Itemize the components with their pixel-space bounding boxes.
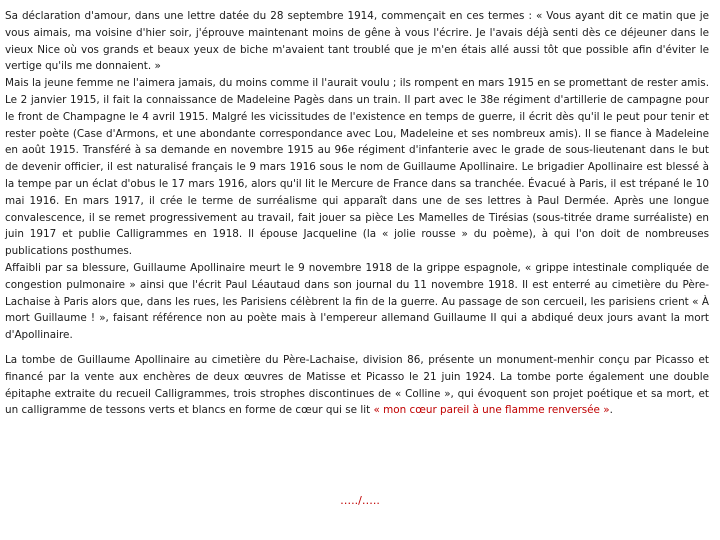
paragraph-death: Affaibli par sa blessure, Guillaume Apollinaire meurt le 9 novembre 1918 de la grippe espagnole, « grippe intestinale compliquée de congestion pulmonaire » ainsi que l'écrit Paul Léautaud dans son journal du 11 novembre 1918. Il est enterré au cimetière du Père-Lachaise à Paris alors que, dans les rues, les Parisiens célèbrent la fin de la guerre. Au passage de son cercueil, les parisiens crient « À mort Guillaume ! », faisant référence non au poète mais à l'empereur allemand Guillaume II qui a abdiqué deux jours avant la mort d'Apollinaire. bbox=[5, 261, 709, 342]
paragraph-tomb bbox=[5, 352, 709, 419]
document-body bbox=[5, 8, 709, 419]
tomb-text-end: . bbox=[609, 404, 613, 417]
tomb-text: La tombe de Guillaume Apollinaire au cimetière du Père-Lachaise, division 86, présente un monument-menhir conçu par Picasso et financé par la vente aux enchères de deux œuvres de Matisse et Picasso le 21 juin 1924. La tombe porte également une double épitaphe extraite du recueil Calligrammes, trois strophes discontinues de « Colline », qui évoquent son projet poétique et sa mort, et un calligramme de tessons verts et blancs en forme de cœur qui se lit bbox=[5, 353, 709, 417]
continuation-marker: …../….. bbox=[340, 494, 380, 507]
epitaph-highlight: « mon cœur pareil à une flamme renversée » bbox=[373, 404, 610, 417]
paragraph-spacer bbox=[5, 344, 709, 352]
paragraph-declaration: Sa déclaration d'amour, dans une lettre datée du 28 septembre 1914, commençait en ces termes : « Vous ayant dit ce matin que je vous aimais, ma voisine d'hier soir, j'éprouve maintenant moins de gêne à vous l'écrire. Je l'avais déjà senti dès ce déjeuner dans le vieux Nice où vos grands et beaux yeux de biche m'avaient tant troublé que je m'en étais allé aussi tôt que possible afin d'éviter le vertige qu'ils me donnaient. » bbox=[5, 10, 709, 73]
paragraph-war-years: Mais la jeune femme ne l'aimera jamais, du moins comme il l'aurait voulu ; ils rompent en mars 1915 en se promettant de rester amis. Le 2 janvier 1915, il fait la connaissance de Madeleine Pagès dans un train. Il part avec le 38e régiment d'artillerie de campagne pour le front de Champagne le 4 avril 1915. Malgré les vicissitudes de l'existence en temps de guerre, il écrit dès qu'il le peut pour tenir et rester poète (Case d'Armons, et une abondante correspondance avec Lou, Madeleine et ses nombreux amis). Il se fiance à Madeleine en août 1915. Transféré à sa demande en novembre 1915 au 96e régiment d'infanterie avec le grade de sous-lieutenant dans le but de devenir officier, il est naturalisé français le 9 mars 1916 sous le nom de Guillaume Apollinaire. Le brigadier Apollinaire est blessé à la tempe par un éclat d'obus le 17 mars 1916, alors qu'il lit le Mercure de France dans sa tranchée. Évacué à Paris, il est trépané le 10 mai 1916. En mars 1917, il crée le terme de surréalisme qui apparaît dans une de ses lettres à Paul Dermée. Après une longue convalescence, il se remet progressivement au travail, fait jouer sa pièce Les Mamelles de Tirésias (sous-titrée drame surréaliste) en juin 1917 et publie Calligrammes en 1918. Il épouse Jacqueline (la « jolie rousse » du poème), à qui l'on doit de nombreuses publications posthumes. bbox=[5, 77, 709, 258]
